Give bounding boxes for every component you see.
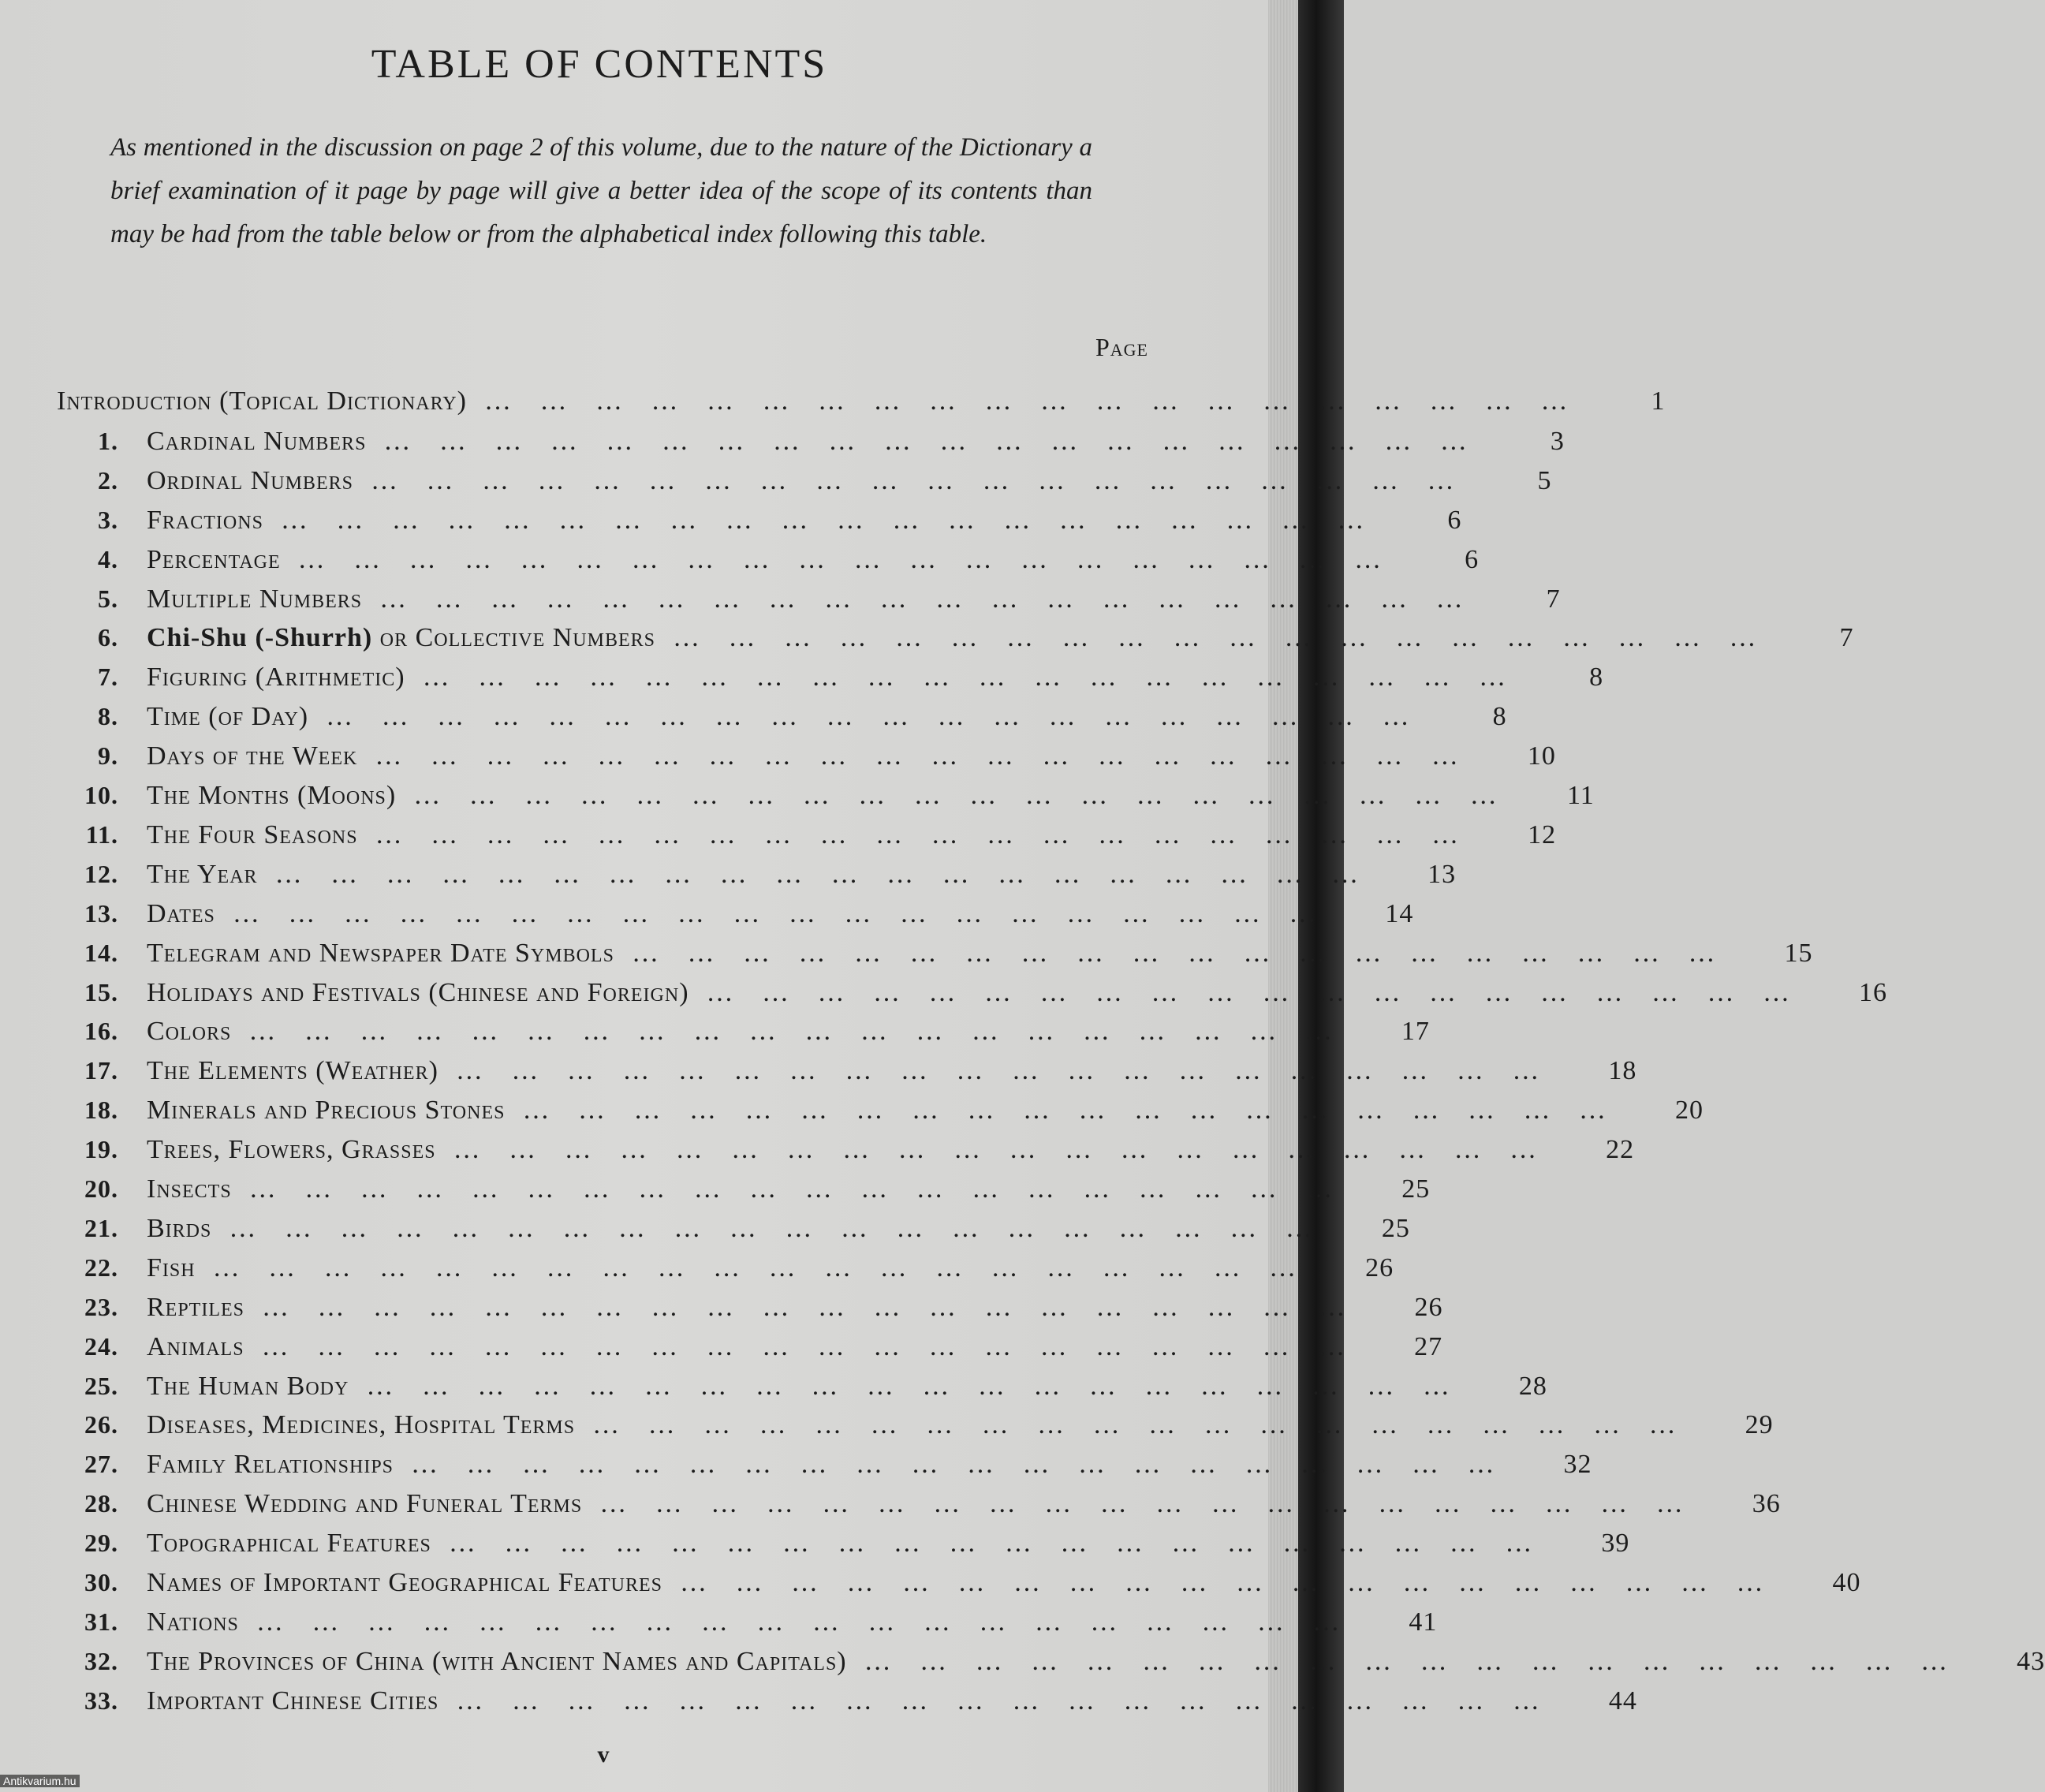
toc-entry-page: 1 [1651,386,1666,416]
toc-entry [57,539,1480,579]
toc-entry-title [118,461,353,501]
toc-entry-title [118,1170,232,1209]
toc-entry [57,421,1565,461]
toc-entry-title-text: Topographical Features [147,1529,431,1559]
toc-entry-title-text: The Year [147,859,258,889]
toc-leader-dots: … … … … … … … … … … … … … … … … … … … … [864,1646,1959,1676]
toc-leader-dots: … … … … … … … … … … … … … … … … … … … … [706,977,1801,1007]
toc-entry-page: 12 [1528,819,1557,849]
toc-entry-number: 6. [98,623,118,652]
toc-entry-title [118,776,396,816]
toc-entry-page: 44 [1608,1686,1637,1715]
toc-entry-title [118,1603,239,1642]
toc-entry-number: 15. [84,977,118,1006]
toc-entry-title [118,1249,196,1288]
toc-entry-page: 40 [1832,1568,1861,1597]
toc-entry-page: 16 [1859,977,1888,1007]
toc-entry-page: 36 [1752,1489,1781,1519]
toc-entry-page: 8 [1589,663,1604,693]
toc-entry-title-text: Percentage [147,544,281,574]
toc-leader-dots: … … … … … … … … … … … … … … … … … … … … [248,1017,1343,1047]
toc-entry-title-bold: Chi-Shu (-Shurrh) [147,623,373,653]
toc-entry-number: 17. [84,1056,118,1085]
toc-leader-dots: … … … … … … … … … … … … … … … … … … … … [297,544,1393,574]
toc-leader-dots: … … … … … … … … … … … … … … … … … … … … [383,426,1478,456]
toc-entry-number: 16. [84,1017,118,1046]
toc-leader-dots: … … … … … … … … … … … … … … … … … … … … [456,1686,1551,1715]
toc-entry [57,1405,1774,1444]
toc-entry-number: 32. [84,1646,118,1675]
toc-entry-title-text: or Collective Numbers [372,623,655,653]
toc-leader-dots: … … … … … … … … … … … … … … … … … … … … [599,1489,1694,1519]
toc-leader-dots: … … … … … … … … … … … … … … … … … … … … [413,781,1508,810]
toc-entry [57,1641,2045,1681]
toc-leader-dots: … … … … … … … … … … … … … … … … … … … … [229,1213,1323,1243]
toc-leader-dots: … … … … … … … … … … … … … … … … … … … … [232,898,1327,928]
toc-entry-page: 8 [1492,702,1507,732]
toc-entry-number: 8. [98,702,118,731]
toc-entry [57,1562,1861,1602]
toc-leader-dots: … … … … … … … … … … … … … … … … … … … … [411,1450,1506,1480]
page-number: v [597,1742,610,1768]
toc-entry-number: 7. [98,663,118,692]
toc-entry-title-text: Birds [147,1213,212,1243]
toc-entry-title [118,973,689,1013]
toc-entry [57,1129,1635,1169]
toc-entry-page: 7 [1839,623,1854,653]
toc-entry-number: 10. [84,781,118,809]
page-title: TABLE OF CONTENTS [371,42,828,87]
toc-entry [57,973,1888,1012]
toc-entry-page: 6 [1465,544,1480,574]
toc-entry-title-text: Ordinal Numbers [147,465,353,495]
toc-entry-title [118,618,655,658]
toc-entry-number: 26. [84,1410,118,1439]
toc-leader-dots: … … … … … … … … … … … … … … … … … … … … [280,505,1375,535]
toc-entry-title [118,1209,211,1249]
toc-leader-dots: … … … … … … … … … … … … … … … … … … … … [448,1529,1543,1559]
toc-entry [57,815,1557,854]
toc-entry-page: 5 [1537,465,1552,495]
toc-leader-dots: … … … … … … … … … … … … … … … … … … … … [522,1096,1617,1126]
page-column-header: Page [1095,333,1148,361]
toc-entry-title-text: Multiple Numbers [147,584,363,614]
toc-entry-page: 25 [1401,1174,1431,1204]
toc-entry-title-text: Chinese Wedding and Funeral Terms [147,1489,583,1519]
toc-entry [57,1484,1781,1523]
toc-entry [57,500,1462,539]
toc-entry-page: 14 [1385,898,1414,928]
toc-entry-number: 21. [84,1213,118,1242]
toc-entry-number: 2. [98,465,118,495]
toc-entry-title-text: Time (of Day) [147,702,309,732]
toc-entry-page: 22 [1606,1135,1635,1165]
toc-entry-title [118,1367,349,1406]
toc-entry-number: 25. [84,1371,118,1400]
toc-leader-dots: … … … … … … … … … … … … … … … … … … … … [375,819,1470,849]
toc-entry-page: 11 [1566,781,1595,810]
toc-entry-title [118,737,357,776]
toc-entry-number: 24. [84,1331,118,1361]
toc-entry-page: 25 [1381,1213,1410,1243]
toc-entry-title [118,1130,436,1170]
toc-entry-title-text: Fish [147,1253,196,1282]
toc-leader-dots: … … … … … … … … … … … … … … … … … … … … [261,1331,1356,1361]
toc-entry-title [118,1406,575,1445]
toc-entry-title-text: Trees, Flowers, Grasses [147,1135,436,1165]
toc-entry [57,461,1552,500]
toc-entry [57,1523,1630,1562]
toc-entry [57,579,1561,618]
toc-entry-title-text: Dates [147,898,215,928]
toc-leader-dots: … … … … … … … … … … … … … … … … … … … … [379,584,1474,614]
toc-entry-number: 14. [84,938,118,967]
toc-entry-title [118,658,405,697]
toc-entry [57,1051,1637,1090]
toc-entry-title [118,697,308,737]
toc-leader-dots: … … … … … … … … … … … … … … … … … … … … [631,938,1726,968]
toc-entry-number: 23. [84,1292,118,1321]
toc-entry-title [118,540,281,580]
toc-leader-dots: … … … … … … … … … … … … … … … … … … … … [274,859,1370,889]
toc-entry-title-text: Colors [147,1017,232,1047]
toc-entry-title-text: The Four Seasons [147,819,358,849]
toc-entry [57,1444,1592,1484]
toc-entry-title-text: The Elements (Weather) [147,1056,438,1086]
toc-entry-title-text: Minerals and Precious Stones [147,1096,506,1126]
toc-entry-page: 20 [1674,1096,1704,1126]
toc-entry-title [118,1642,847,1682]
toc-entry-title-text: Introduction (Topical Dictionary) [57,386,467,416]
toc-entry-title [118,580,362,619]
toc-entry-title [118,816,358,855]
toc-entry [57,1602,1438,1641]
toc-entry-title [118,422,366,461]
watermark: Antikvarium.hu [0,1775,80,1787]
toc-entry-page: 41 [1409,1607,1438,1637]
toc-leader-dots: … … … … … … … … … … … … … … … … … … … … [370,465,1465,495]
toc-entry-page: 43 [2017,1646,2045,1676]
toc-entry-number: 22. [84,1253,118,1282]
toc-entry-title [118,894,215,934]
toc-entry-title-text: Holidays and Festivals (Chinese and Foreign) [147,977,689,1007]
intro-paragraph: As mentioned in the discussion on page 2 of this volume, due to the nature of the Dictionary a brief examination of it page by page will give a better idea of the scope of its contents than may be had from the table below or from the alphabetical index following this table. [110,133,1092,248]
toc-entry [57,1169,1431,1208]
toc-entry-number: 27. [84,1450,118,1479]
toc-entry [57,1090,1704,1129]
toc-entry-page: 39 [1601,1529,1630,1559]
toc-entry [57,933,1813,973]
toc-entry-number: 19. [84,1135,118,1164]
toc-entry-number: 29. [84,1529,118,1558]
toc-leader-dots: … … … … … … … … … … … … … … … … … … … … [592,1410,1687,1440]
toc-entry-title-text: Animals [147,1331,244,1361]
toc-entry-title-text: Important Chinese Cities [147,1686,439,1715]
toc-entry-number: 11. [85,819,118,849]
toc-entry-title-text: The Months (Moons) [147,781,397,810]
toc-entry-title [118,501,263,540]
toc-leader-dots: … … … … … … … … … … … … … … … … … … … … [248,1174,1344,1204]
toc-leader-dots: … … … … … … … … … … … … … … … … … … … … [455,1056,1551,1086]
toc-entry-number: 33. [84,1686,118,1715]
toc-entry [57,657,1604,696]
toc-entry-page: 6 [1447,505,1462,535]
toc-entry [57,1287,1443,1327]
toc-entry-title-text: Cardinal Numbers [147,426,367,456]
toc-entry [57,1011,1430,1051]
toc-leader-dots: … … … … … … … … … … … … … … … … … … … … [375,741,1469,771]
toc-entry [57,854,1457,894]
toc-entry-title [118,1563,662,1603]
toc-entry [57,894,1414,933]
toc-entry-title [118,1012,231,1051]
toc-entry-page: 10 [1527,741,1556,771]
toc-entry [57,1681,1637,1720]
toc-entry-page: 28 [1518,1371,1547,1401]
toc-entry-title-text: Family Relationships [147,1450,394,1480]
toc-entry-page: 3 [1550,426,1565,456]
toc-entry-title [118,1445,394,1484]
toc-leader-dots: … … … … … … … … … … … … … … … … … … … … [680,1568,1774,1597]
toc-entry-title-text: Insects [147,1174,232,1204]
toc-entry [57,382,1666,421]
toc-entry-number: 31. [84,1607,118,1636]
toc-entry-page: 26 [1414,1292,1443,1322]
toc-leader-dots: … … … … … … … … … … … … … … … … … … … … [422,663,1517,693]
toc-entry-title [57,382,467,421]
toc-entry-page: 32 [1563,1450,1592,1480]
toc-entry-number: 5. [98,584,118,613]
toc-entry [57,1208,1410,1248]
toc-leader-dots: … … … … … … … … … … … … … … … … … … … … [326,702,1420,732]
toc-entry-title [118,1051,438,1091]
toc-entry [57,775,1595,815]
toc-entry-number: 9. [98,741,118,771]
toc-leader-dots: … … … … … … … … … … … … … … … … … … … … [453,1135,1548,1165]
toc-entry-page: 18 [1608,1056,1637,1086]
toc-entry-title [118,855,258,894]
toc-entry-title [118,1327,244,1367]
toc-entry [57,1366,1547,1406]
toc-entry-page: 13 [1427,859,1457,889]
toc-entry-title-text: Nations [147,1607,239,1637]
toc-entry-title-text: Figuring (Arithmetic) [147,663,405,693]
toc-entry-title [118,934,614,973]
toc-entry-number: 12. [84,859,118,888]
toc-entry-number: 13. [84,898,118,928]
toc-entry-page: 17 [1401,1017,1430,1047]
toc-entry-title [118,1484,582,1524]
toc-entry-number: 4. [98,544,118,573]
toc-leader-dots: … … … … … … … … … … … … … … … … … … … … [672,623,1767,653]
toc-entry [57,618,1854,657]
toc-entry-title-text: Days of the Week [147,741,358,771]
toc-entry [57,1248,1394,1287]
toc-entry-title-text: Fractions [147,505,263,535]
toc-entry-title [118,1091,505,1130]
toc-entry-title [118,1288,244,1327]
toc-entry [57,696,1507,736]
toc-leader-dots: … … … … … … … … … … … … … … … … … … … … [483,386,1579,416]
toc-entry-page: 15 [1784,938,1813,968]
toc-entry-number: 3. [98,505,118,534]
toc-leader-dots: … … … … … … … … … … … … … … … … … … … … [256,1607,1351,1637]
toc-entry-number: 28. [84,1489,118,1518]
toc-entry [57,1327,1443,1366]
toc-entry-title [118,1524,431,1563]
toc-entry-title [118,1682,438,1721]
toc-entry-number: 1. [98,426,118,455]
toc-entry-number: 20. [84,1174,118,1203]
toc-leader-dots: … … … … … … … … … … … … … … … … … … … … [366,1371,1461,1401]
toc-entry-page: 29 [1745,1410,1774,1440]
toc-entry-title-text: The Provinces of China (with Ancient Names and Capitals) [147,1646,847,1676]
toc-entry-page: 26 [1365,1253,1394,1282]
toc-entry-title-text: The Human Body [147,1371,349,1401]
toc-entry-title-text: Reptiles [147,1292,245,1322]
toc-leader-dots: … … … … … … … … … … … … … … … … … … … … [262,1292,1356,1322]
toc-entry-page: 7 [1546,584,1561,614]
toc-entry-number: 30. [84,1568,118,1596]
toc-entry-title-text: Telegram and Newspaper Date Symbols [147,938,614,968]
toc-entry-page: 27 [1414,1331,1443,1361]
toc-entry-number: 18. [84,1096,118,1125]
toc-entry [57,736,1556,775]
toc-entry-title-text: Diseases, Medicines, Hospital Terms [147,1410,576,1440]
toc-leader-dots: … … … … … … … … … … … … … … … … … … … … [212,1253,1308,1282]
toc-entry-title-text: Names of Important Geographical Features [147,1568,663,1597]
